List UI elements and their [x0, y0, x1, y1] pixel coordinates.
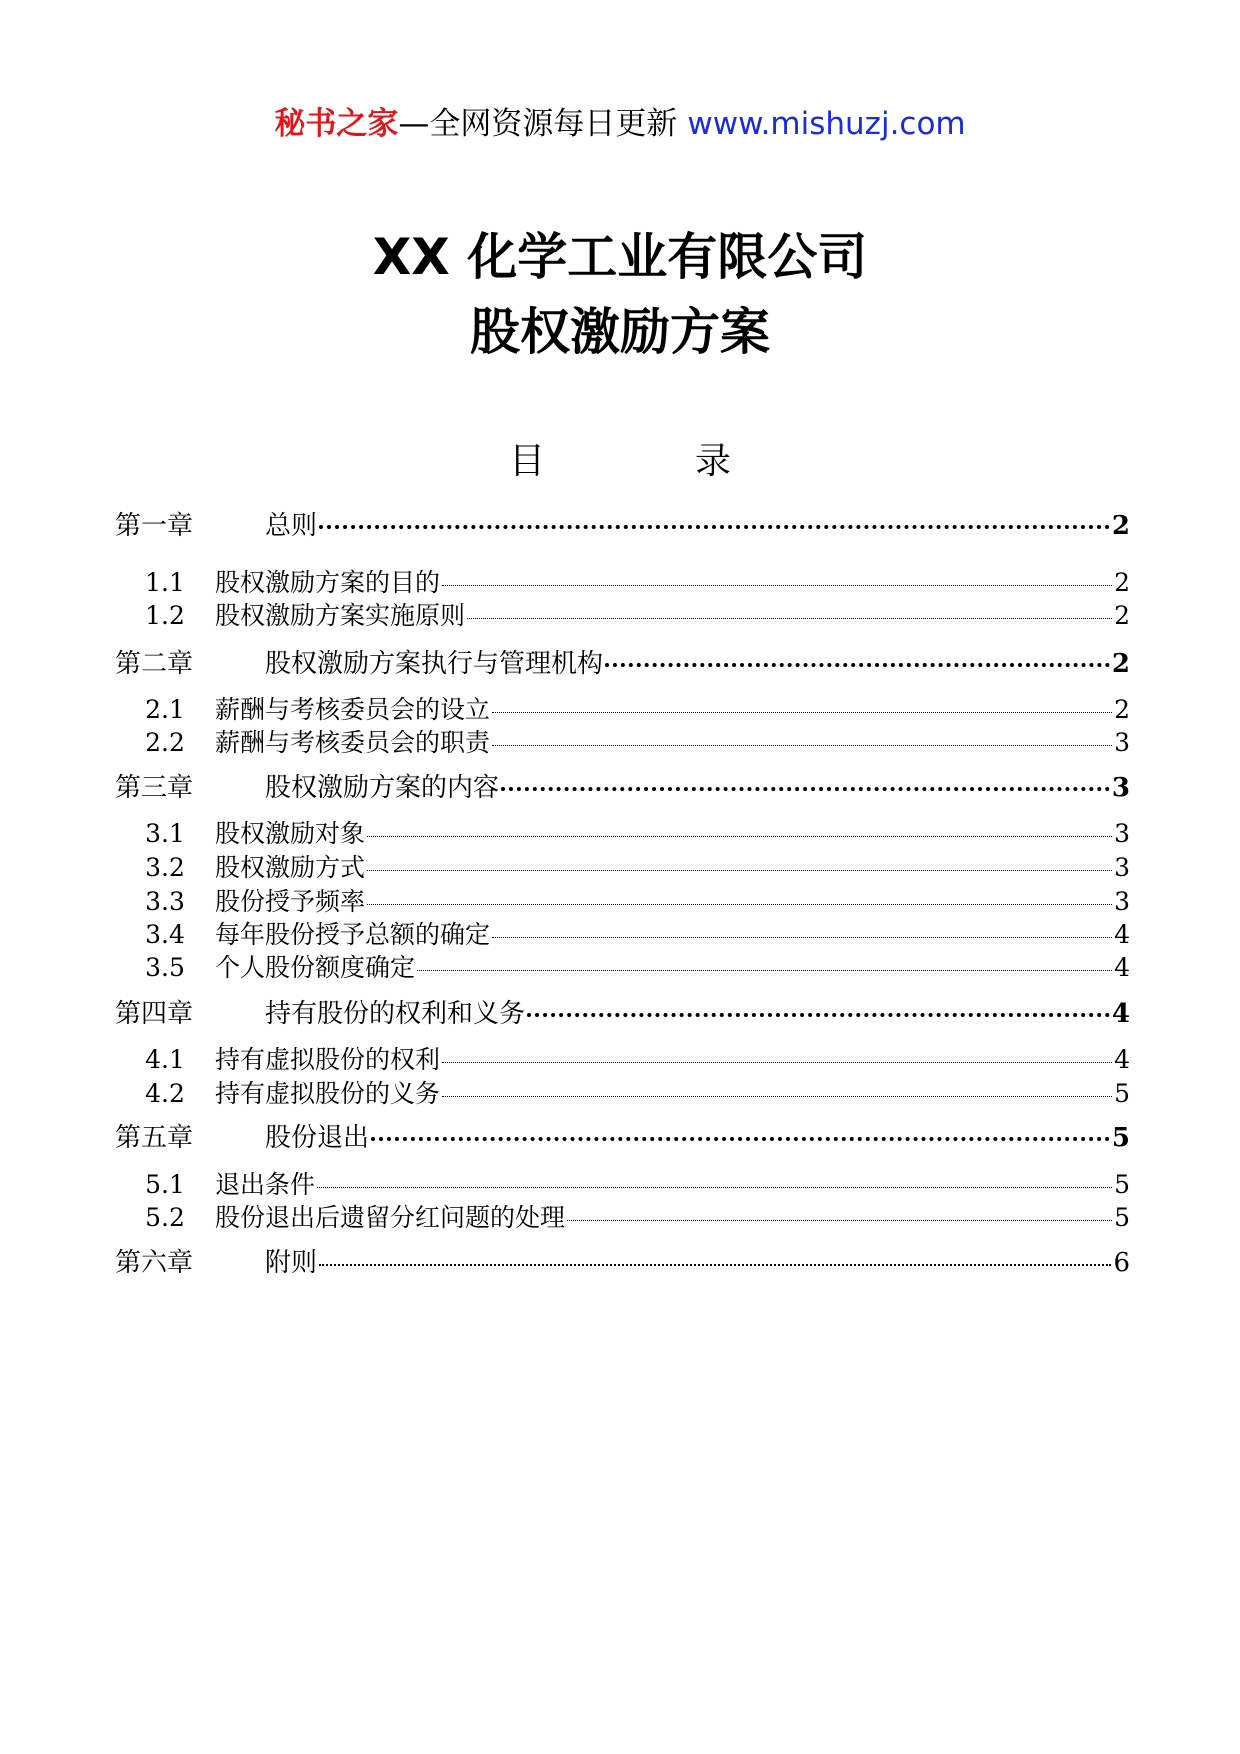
toc-entry-text: 股权激励方案实施原则: [215, 601, 466, 630]
toc-entry-text: 持有虚拟股份的义务: [215, 1079, 441, 1108]
toc-entry-text: 股权激励对象: [215, 819, 366, 848]
toc-section-5-1[interactable]: [115, 1168, 1130, 1202]
toc-entry-number: 第四章: [115, 999, 194, 1029]
toc-entry-text: 股权激励方案的目的: [215, 568, 441, 597]
toc-entry-text: 持有虚拟股份的权利: [215, 1045, 441, 1074]
toc-entry-number: 3.5: [145, 953, 185, 982]
toc-entry-page: 3: [1114, 728, 1130, 757]
toc-section-2-2[interactable]: [115, 726, 1130, 760]
toc-entry-text: 股份退出: [265, 1123, 370, 1153]
toc-dot-leader: [317, 1187, 1112, 1188]
toc-dot-leader: [319, 525, 1110, 529]
toc-entry-text: 持有股份的权利和义务: [265, 999, 526, 1029]
toc-chapter-1[interactable]: [115, 508, 1130, 544]
toc-dot-leader: [492, 745, 1112, 746]
toc-entry-text: 股份授予频率: [215, 887, 366, 916]
toc-dot-leader: [605, 663, 1110, 667]
toc-section-4-2[interactable]: [115, 1077, 1130, 1111]
toc-entry-number: 1.2: [145, 601, 185, 630]
toc-entry-text: 总则: [265, 511, 318, 541]
toc-entry-number: 4.2: [145, 1079, 185, 1108]
toc-chapter-5[interactable]: [115, 1120, 1130, 1156]
toc-entry-number: 3.2: [145, 853, 185, 882]
toc-section-5-2[interactable]: [115, 1201, 1130, 1235]
toc-dot-leader: [492, 937, 1112, 938]
toc-dot-leader: [371, 1137, 1110, 1141]
toc-dot-leader: [367, 870, 1112, 871]
toc-dot-leader: [442, 1062, 1112, 1063]
toc-entry-page: 4: [1114, 953, 1130, 982]
toc-entry-number: 第五章: [115, 1123, 194, 1153]
toc-entry-page: 5: [1114, 1203, 1130, 1232]
toc-entry-number: 3.4: [145, 920, 185, 949]
toc-dot-leader: [527, 1013, 1110, 1017]
toc-entry-number: 3.3: [145, 887, 185, 916]
toc-entry-page: 2: [1114, 695, 1130, 724]
toc-entry-page: 2: [1114, 601, 1130, 630]
toc-section-4-1[interactable]: [115, 1043, 1130, 1077]
toc-entry-text: 股权激励方案执行与管理机构: [265, 649, 604, 679]
toc-entry-number: 5.2: [145, 1203, 185, 1232]
toc-entry-text: 退出条件: [215, 1170, 316, 1199]
toc-entry-number: 2.2: [145, 728, 185, 757]
toc-entry-page: 5: [1114, 1170, 1130, 1199]
site-url-link[interactable]: www.mishuzj.com: [687, 106, 966, 142]
toc-entry-number: 5.1: [145, 1170, 185, 1199]
toc-heading: [0, 438, 1240, 486]
toc-heading-left: 目: [508, 441, 545, 482]
toc-dot-leader: [492, 712, 1112, 713]
toc-section-1-2[interactable]: [115, 599, 1130, 633]
toc-chapter-2[interactable]: [115, 646, 1130, 682]
toc-dot-leader: [467, 618, 1112, 619]
toc-dot-leader: [367, 836, 1112, 837]
toc-entry-text: 薪酬与考核委员会的设立: [215, 695, 491, 724]
toc-entry-text: 个人股份额度确定: [215, 953, 416, 982]
toc-entry-page: 4: [1114, 920, 1130, 949]
toc-dot-leader: [567, 1220, 1112, 1221]
toc-entry-text: 股权激励方案的内容: [265, 773, 500, 803]
document-title: XX 化学工业有限公司: [372, 228, 868, 286]
toc-entry-page: 5: [1114, 1079, 1130, 1108]
toc-dot-leader: [319, 1264, 1111, 1266]
toc-section-3-5[interactable]: [115, 951, 1130, 985]
toc-entry-number: 1.1: [145, 568, 185, 597]
toc-entry-page: 4: [1111, 999, 1130, 1029]
toc-entry-page: 3: [1114, 853, 1130, 882]
site-brand: 秘书之家: [274, 106, 399, 142]
toc-entry-text: 附则: [265, 1248, 318, 1278]
toc-entry-page: 5: [1111, 1123, 1130, 1153]
toc-entry-page: 3: [1114, 887, 1130, 916]
toc-entry-text: 股权激励方式: [215, 853, 366, 882]
toc-section-3-3[interactable]: [115, 885, 1130, 919]
toc-entry-number: 第六章: [115, 1248, 194, 1278]
toc-entry-number: 3.1: [145, 819, 185, 848]
toc-entry-number: 第三章: [115, 773, 194, 803]
toc-entry-number: 第一章: [115, 511, 194, 541]
toc-dot-leader: [367, 904, 1112, 905]
site-tagline: —全网资源每日更新: [398, 106, 678, 142]
toc-entry-number: 4.1: [145, 1045, 185, 1074]
toc-dot-leader: [417, 970, 1112, 971]
toc-entry-number: 第二章: [115, 649, 194, 679]
toc-entry-number: 2.1: [145, 695, 185, 724]
toc-chapter-3[interactable]: [115, 770, 1130, 806]
toc-entry-page: 2: [1111, 649, 1130, 679]
toc-section-3-2[interactable]: [115, 851, 1130, 885]
toc-entry-page: 3: [1114, 819, 1130, 848]
toc-entry-text: 每年股份授予总额的确定: [215, 920, 491, 949]
toc-entry-text: 薪酬与考核委员会的职责: [215, 728, 491, 757]
toc-heading-right: 录: [695, 441, 732, 482]
toc-chapter-6[interactable]: [115, 1245, 1130, 1281]
toc-entry-page: 4: [1114, 1045, 1130, 1074]
toc-dot-leader: [501, 787, 1110, 791]
toc-entry-page: 2: [1111, 511, 1130, 541]
toc-section-3-4[interactable]: [115, 918, 1130, 952]
toc-chapter-4[interactable]: [115, 996, 1130, 1032]
toc-section-1-1[interactable]: [115, 566, 1130, 600]
toc-dot-leader: [442, 1096, 1112, 1097]
site-banner: [0, 102, 1240, 146]
toc-section-3-1[interactable]: [115, 817, 1130, 851]
toc-entry-page: 3: [1111, 773, 1130, 803]
toc-section-2-1[interactable]: [115, 693, 1130, 727]
toc-dot-leader: [442, 585, 1112, 586]
document-subtitle: 股权激励方案: [470, 303, 770, 361]
toc-entry-page: 6: [1113, 1248, 1130, 1278]
toc-entry-text: 股份退出后遗留分红问题的处理: [215, 1203, 566, 1232]
toc-entry-page: 2: [1114, 568, 1130, 597]
